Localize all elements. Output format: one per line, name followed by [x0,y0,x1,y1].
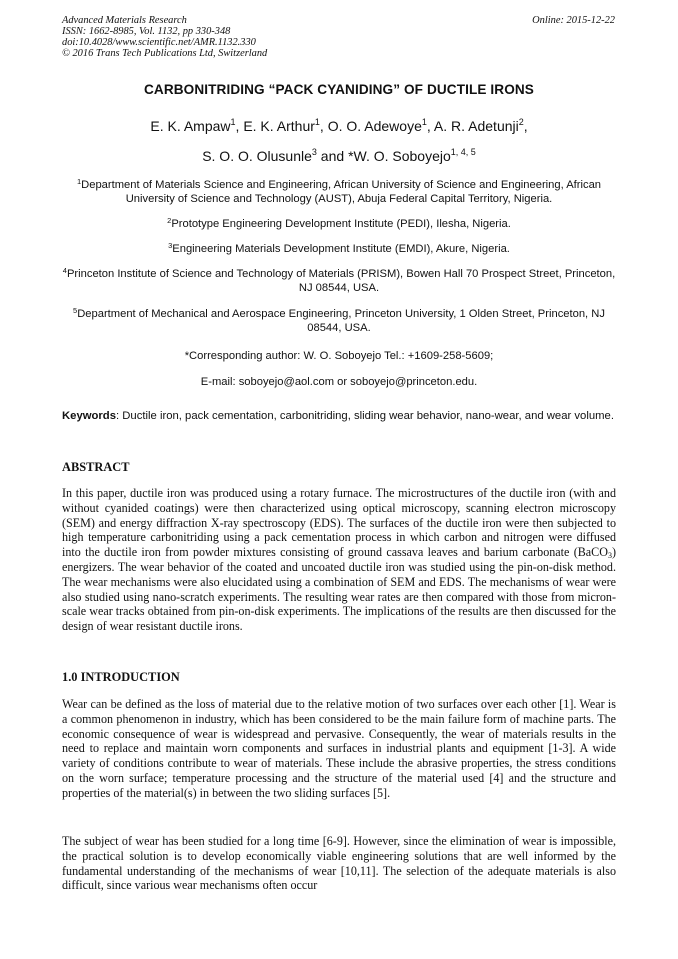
affiliation-sup: 1 [76,177,82,186]
affiliation-text: Engineering Materials Development Institute (EMDI), Akure, Nigeria. [172,243,510,255]
author-name: A. R. Adetunji [433,118,519,134]
author-separator: , [235,118,244,134]
author-line-2 [0,148,678,164]
affiliation-text: Department of Mechanical and Aerospace Engineering, Princeton University, 1 Olden Street, Princeton, NJ 08544, USA. [77,308,605,334]
affiliation-3 [60,242,618,256]
author-name: *W. O. Soboyejo [348,148,451,164]
author-separator: , [319,118,328,134]
affiliation-text: Princeton Institute of Science and Technology of Materials (PRISM), Bowen Hall 70 Prospect Street, Princeton, NJ 08544, USA. [66,268,616,294]
abstract-text [62,486,616,634]
doi-line: doi:10.4028/www.scientific.net/AMR.1132.330 [62,37,256,48]
affiliation-sup: 5 [73,306,78,315]
author-separator: , [426,118,434,134]
abstract-text-a: In this paper, ductile iron was produced using a rotary furnace. The microstructures of the ductile iron (with and without cyanided coatings) were then characterized using optical microscopy, scanning electron microscopy (SEM) and energy diffraction X-ray spectroscopy (EDS). The surfaces of the ductile iron were then subjected to high temperature carbonitriding using a pack cementation process in which carbon and nitrogen were diffused into the ductile iron from powder mixtures consisting of ground cassava leaves and barium carbonate (BaCO [62,486,616,560]
author-affil-sup: 2 [518,117,524,127]
online-date: Online: 2015-12-22 [532,15,615,26]
journal-meta [62,15,267,59]
corresponding-author: *Corresponding author: W. O. Soboyejo Tel.: +1609-258-5609; [184,350,494,362]
paper-title: CARBONITRIDING “PACK CYANIDING” OF DUCTILE IRONS [144,82,534,97]
keywords-text: : Ductile iron, pack cementation, carbonitriding, sliding wear behavior, nano-wear, and wear volume. [116,410,614,422]
affiliation-text: Department of Materials Science and Engineering, African University of Science and Engineering, African University of Science and Technology (AUST), Abuja Federal Capital Territory, Nigeria. [81,179,602,205]
intro-paragraph-1: Wear can be defined as the loss of material due to the relative motion of two surfaces over each other [1]. Wear is a common phenomenon in industry, which has been considered to be the main failure form of machine parts. The economic consequence of wear is widespread and pervasive. Consequently, the wear of materials results in the need to replace and maintain worn components and surfaces in industrial plants and equipment [1-3]. A wide variety of conditions contribute to wear of materials. These include the abrasive properties, the stress conditions on the worn surface; temperature processing and the structure of the material used [4] and the structure and properties of the material(s) in between the two sliding surfaces [5]. [62,697,616,800]
affiliation-sup: 3 [168,241,173,250]
affiliation-5 [60,307,618,335]
affiliation-sup: 4 [62,266,67,275]
author-affil-sup: 1 [314,117,320,127]
author-affil-sup: 1 [421,117,427,127]
intro-heading: 1.0 INTRODUCTION [62,670,180,684]
author-affil-sup: 1 [230,117,236,127]
author-name: O. O. Adewoye [327,118,422,134]
author-name: E. K. Ampaw [150,118,231,134]
author-line-1 [0,118,678,134]
affiliation-2 [60,217,618,231]
copyright-line: © 2016 Trans Tech Publications Ltd, Switzerland [62,48,268,59]
affiliation-1 [60,178,618,206]
affiliation-4 [60,267,618,295]
author-name: E. K. Arthur [243,118,315,134]
keywords [62,409,616,423]
abstract-text-b: ) energizers. The wear behavior of the coated and uncoated ductile iron was studied using the pin-on-disk method. The wear mechanisms were also elucidated using a combination of SEM and EDS. The mechanisms of wear were also studied using nano-scratch experiments. The resulting wear rates are then compared with those from micron-scale wear tracks obtained from pin-on-disk experiments. The implications of the results are then discussed for the design of wear resistant ductile irons. [62,545,616,634]
author-name: S. O. O. Olusunle [202,148,312,164]
author-and: and [316,148,349,164]
abstract-heading: ABSTRACT [62,460,130,474]
author-affil-sup: 1, 4, 5 [450,147,476,157]
keywords-label: Keywords [62,410,116,422]
abstract-subscript: 3 [607,551,612,561]
intro-paragraph-2: The subject of wear has been studied for a long time [6-9]. However, since the elimination of wear is impossible, the practical solution is to develop economically viable engineering solutions that are well informed by the fundamental understanding of the mechanisms of wear [10,11]. The selection of the adequate materials is also difficult, since various wear mechanisms often occur [62,834,616,893]
author-separator: , [523,118,528,134]
issn-line: ISSN: 1662-8985, Vol. 1132, pp 330-348 [62,26,231,37]
affiliation-sup: 2 [167,216,172,225]
email-line: E-mail: soboyejo@aol.com or soboyejo@princeton.edu. [200,376,478,388]
journal-name: Advanced Materials Research [62,15,187,26]
author-affil-sup: 3 [311,147,317,157]
affiliation-text: Prototype Engineering Development Institute (PEDI), Ilesha, Nigeria. [171,218,511,230]
